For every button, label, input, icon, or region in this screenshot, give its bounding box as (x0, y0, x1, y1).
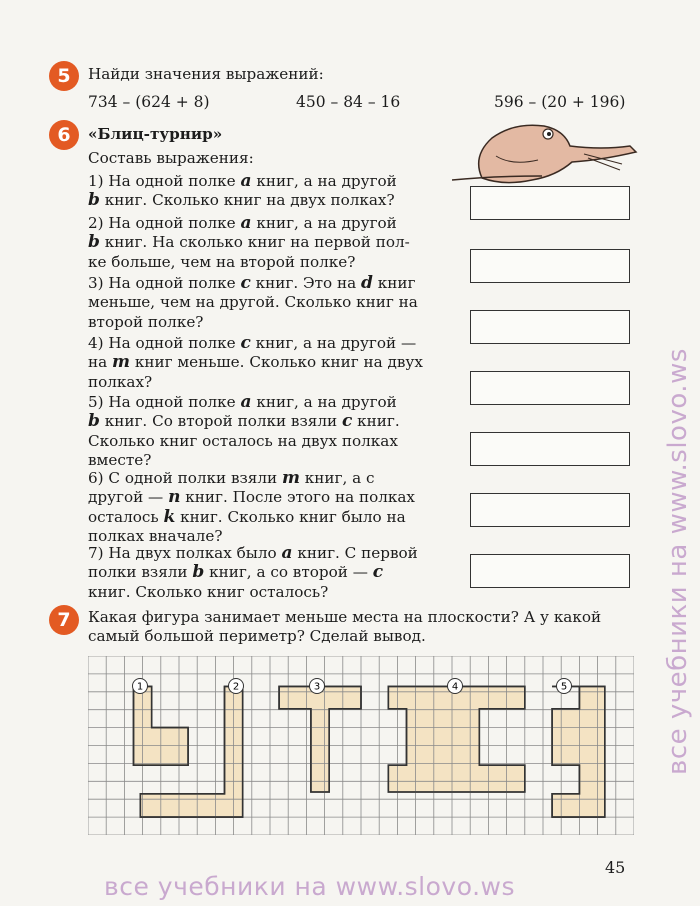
figure-label-3 (310, 679, 325, 694)
task-6-title: «Блиц-турнир» (88, 125, 223, 143)
svg-text:1: 1 (136, 681, 144, 693)
watermark-side: все учебники на www.slovo.ws (663, 348, 693, 775)
task-6-badge: 6 (49, 120, 79, 150)
page-number: 45 (605, 858, 626, 877)
figure-4 (388, 686, 525, 792)
figure-5 (552, 686, 605, 817)
figure-3 (279, 686, 361, 792)
svg-text:3: 3 (313, 681, 321, 693)
svg-text:4: 4 (451, 681, 459, 693)
answer-box-4[interactable] (470, 371, 630, 405)
task-7-badge: 7 (49, 605, 79, 635)
figure-label-1 (133, 679, 148, 694)
watermark-bottom: все учебники на www.slovo.ws (104, 872, 515, 901)
question-1: 1) На одной полке a книг, а на другой b книг. Сколько книг на двух полках? (88, 171, 397, 211)
answer-box-7[interactable] (470, 554, 630, 588)
figure-label-5 (557, 679, 572, 694)
question-4: 4) На одной полке c книг, а на другой — на m книг меньше. Сколько книг на двух полках? (88, 333, 423, 391)
answer-box-1[interactable] (470, 186, 630, 220)
question-5: 5) На одной полке a книг, а на другой b книг. Со второй полки взяли c книг. Сколько книг осталось на двух полках вместе? (88, 392, 400, 469)
task-7-line-1: Какая фигура занимает меньше места на плоскости? А у какой (88, 608, 602, 626)
expression-3: 596 – (20 + 196) (494, 93, 626, 111)
answer-box-6[interactable] (470, 493, 630, 527)
figure-label-4 (448, 679, 463, 694)
expression-2: 450 – 84 – 16 (296, 93, 401, 111)
answer-box-5[interactable] (470, 432, 630, 466)
task-5-title: Найди значения выражений: (88, 65, 324, 83)
svg-text:2: 2 (232, 681, 240, 693)
question-6: 6) С одной полки взяли m книг, а с другой — n книг. После этого на полках осталось k книг. Сколько книг было на полках вначале? (88, 468, 415, 545)
figure-label-2 (229, 679, 244, 694)
answer-box-2[interactable] (470, 249, 630, 283)
question-7: 7) На двух полках было a книг. С первой полки взяли b книг, а со второй — c книг. Сколько книг осталось? (88, 543, 418, 601)
svg-text:5: 5 (560, 681, 568, 693)
figures-grid (88, 656, 634, 835)
task-6-instruction: Составь выражения: (88, 149, 254, 167)
bird-illustration (452, 116, 642, 190)
answer-box-3[interactable] (470, 310, 630, 344)
question-2: 2) На одной полке a книг, а на другой b книг. На сколько книг на первой пол- ке больше, чем на второй полке? (88, 213, 410, 271)
question-3: 3) На одной полке c книг. Это на d книг меньше, чем на другой. Сколько книг на второй полке? (88, 273, 418, 331)
expression-1: 734 – (624 + 8) (88, 93, 210, 111)
task-5-badge: 5 (49, 61, 79, 91)
task-7-line-2: самый большой периметр? Сделай вывод. (88, 627, 426, 645)
